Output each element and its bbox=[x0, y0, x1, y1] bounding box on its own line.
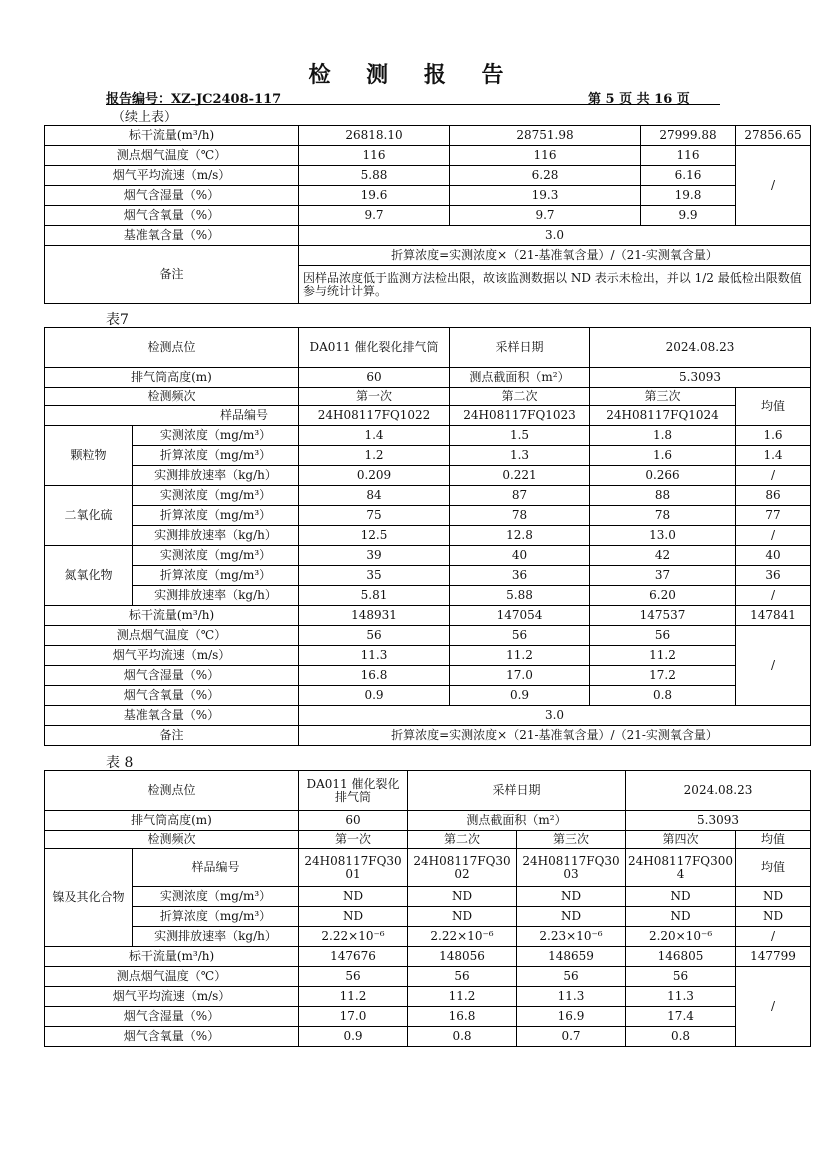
row-label: 排气筒高度(m) bbox=[45, 368, 299, 388]
table-6-continued bbox=[44, 125, 811, 304]
average-cell: 77 bbox=[736, 506, 811, 526]
row-label: 烟气平均流速（m/s） bbox=[45, 646, 299, 666]
row-label: 烟气含氧量（%） bbox=[45, 206, 299, 226]
value-cell: 1.4 bbox=[299, 426, 450, 446]
row-label: 采样日期 bbox=[408, 771, 626, 811]
column-header: 第一次 bbox=[299, 388, 450, 406]
average-cell: 1.4 bbox=[736, 446, 811, 466]
table-row bbox=[45, 606, 811, 626]
value-cell: 2024.08.23 bbox=[590, 328, 811, 368]
value-cell: 1.3 bbox=[450, 446, 590, 466]
value-cell: 78 bbox=[590, 506, 736, 526]
remark-label: 备注 bbox=[45, 246, 299, 304]
remark-text: 因样品浓度低于监测方法检出限，故该监测数据以 ND 表示未检出，并以 1/2 最低检出限数值参与统计计算。 bbox=[299, 266, 811, 304]
table-row bbox=[45, 849, 811, 887]
remark-label: 备注 bbox=[45, 726, 299, 746]
table-row bbox=[45, 328, 811, 368]
row-label: 测点截面积（m²） bbox=[450, 368, 590, 388]
table-row bbox=[45, 1027, 811, 1047]
value-cell: 9.9 bbox=[641, 206, 736, 226]
table-7 bbox=[44, 327, 811, 746]
column-header: 均值 bbox=[736, 849, 811, 887]
table-row bbox=[45, 406, 811, 426]
value-cell: 1.8 bbox=[590, 426, 736, 446]
row-label: 实测浓度（mg/m³） bbox=[133, 426, 299, 446]
value-cell: 148931 bbox=[299, 606, 450, 626]
value-cell: 146805 bbox=[626, 947, 736, 967]
row-label: 测点截面积（m²） bbox=[408, 811, 626, 831]
value-cell: 0.209 bbox=[299, 466, 450, 486]
value-cell: 17.0 bbox=[299, 1007, 408, 1027]
row-label: 折算浓度（mg/m³） bbox=[133, 907, 299, 927]
average-cell: / bbox=[736, 586, 811, 606]
value-cell: 6.16 bbox=[641, 166, 736, 186]
value-cell: 84 bbox=[299, 486, 450, 506]
row-label: 采样日期 bbox=[450, 328, 590, 368]
table-row bbox=[45, 466, 811, 486]
table-row bbox=[45, 646, 811, 666]
column-header: 第三次 bbox=[517, 831, 626, 849]
value-cell: 2.22×10⁻⁶ bbox=[299, 927, 408, 947]
value-cell: 116 bbox=[450, 146, 641, 166]
row-label: 折算浓度（mg/m³） bbox=[133, 566, 299, 586]
group-label: 颗粒物 bbox=[45, 426, 133, 486]
value-cell: 0.221 bbox=[450, 466, 590, 486]
group-label: 氮氧化物 bbox=[45, 546, 133, 606]
table-row bbox=[45, 811, 811, 831]
value-cell: 5.81 bbox=[299, 586, 450, 606]
table-row bbox=[45, 146, 811, 166]
average-cell: 36 bbox=[736, 566, 811, 586]
table-row bbox=[45, 771, 811, 811]
value-cell: 24H08117FQ3002 bbox=[408, 849, 517, 887]
row-label: 烟气平均流速（m/s） bbox=[45, 987, 299, 1007]
column-header: 第三次 bbox=[590, 388, 736, 406]
page-number: 第 5 页 共 16 页 bbox=[588, 92, 690, 107]
report-number: 报告编号：XZ-JC2408-117 bbox=[106, 92, 282, 107]
column-header: 第二次 bbox=[408, 831, 517, 849]
table-row bbox=[45, 226, 811, 246]
value-cell: 35 bbox=[299, 566, 450, 586]
value-cell: 11.2 bbox=[590, 646, 736, 666]
value-cell: 3.0 bbox=[299, 706, 811, 726]
value-cell: 3.0 bbox=[299, 226, 811, 246]
value-cell: 26818.10 bbox=[299, 126, 450, 146]
value-cell: 1.5 bbox=[450, 426, 590, 446]
value-cell: 148659 bbox=[517, 947, 626, 967]
value-cell: ND bbox=[626, 887, 736, 907]
value-cell: 2.22×10⁻⁶ bbox=[408, 927, 517, 947]
table-row bbox=[45, 546, 811, 566]
value-cell: 11.3 bbox=[299, 646, 450, 666]
value-cell: 40 bbox=[450, 546, 590, 566]
table-row bbox=[45, 126, 811, 146]
row-label: 基准氧含量（%） bbox=[45, 226, 299, 246]
value-cell: ND bbox=[517, 887, 626, 907]
table-8 bbox=[44, 770, 811, 1047]
value-cell: 17.2 bbox=[590, 666, 736, 686]
row-label: 实测浓度（mg/m³） bbox=[133, 546, 299, 566]
average-cell: / bbox=[736, 967, 811, 1047]
table-row bbox=[45, 246, 811, 266]
value-cell: 78 bbox=[450, 506, 590, 526]
row-label: 实测排放速率（kg/h） bbox=[133, 586, 299, 606]
row-label: 烟气含湿量（%） bbox=[45, 186, 299, 206]
table-row bbox=[45, 368, 811, 388]
average-cell: / bbox=[736, 466, 811, 486]
value-cell: 0.266 bbox=[590, 466, 736, 486]
row-label: 实测排放速率（kg/h） bbox=[133, 466, 299, 486]
value-cell: 6.20 bbox=[590, 586, 736, 606]
row-label: 折算浓度（mg/m³） bbox=[133, 446, 299, 466]
value-cell: 0.9 bbox=[299, 1027, 408, 1047]
value-cell: ND bbox=[299, 887, 408, 907]
value-cell: 11.2 bbox=[450, 646, 590, 666]
row-label: 实测浓度（mg/m³） bbox=[133, 486, 299, 506]
table-row bbox=[45, 186, 811, 206]
value-cell: 88 bbox=[590, 486, 736, 506]
group-label: 二氧化硫 bbox=[45, 486, 133, 546]
value-cell: 12.5 bbox=[299, 526, 450, 546]
value-cell: ND bbox=[626, 907, 736, 927]
average-cell: 27856.65 bbox=[736, 126, 811, 146]
row-label: 检测频次 bbox=[45, 388, 299, 406]
value-cell: 2.20×10⁻⁶ bbox=[626, 927, 736, 947]
value-cell: 13.0 bbox=[590, 526, 736, 546]
row-label: 实测浓度（mg/m³） bbox=[133, 887, 299, 907]
value-cell: 24H08117FQ3001 bbox=[299, 849, 408, 887]
value-cell: ND bbox=[408, 887, 517, 907]
column-header: 第四次 bbox=[626, 831, 736, 849]
value-cell: ND bbox=[408, 907, 517, 927]
value-cell: 9.7 bbox=[450, 206, 641, 226]
value-cell: 12.8 bbox=[450, 526, 590, 546]
value-cell: 5.3093 bbox=[590, 368, 811, 388]
table-row bbox=[45, 446, 811, 466]
value-cell: 56 bbox=[408, 967, 517, 987]
average-cell: ND bbox=[736, 887, 811, 907]
table-row bbox=[45, 166, 811, 186]
column-header: 第二次 bbox=[450, 388, 590, 406]
row-label: 检测点位 bbox=[45, 771, 299, 811]
value-cell: 24H08117FQ1022 bbox=[299, 406, 450, 426]
group-label: 镍及其化合物 bbox=[45, 849, 133, 947]
row-label: 测点烟气温度（℃） bbox=[45, 626, 299, 646]
value-cell: 24H08117FQ3003 bbox=[517, 849, 626, 887]
table-row bbox=[45, 967, 811, 987]
value-cell: 56 bbox=[590, 626, 736, 646]
table-row bbox=[45, 388, 811, 406]
value-cell: 2.23×10⁻⁶ bbox=[517, 927, 626, 947]
value-cell: 0.8 bbox=[408, 1027, 517, 1047]
row-label: 折算浓度（mg/m³） bbox=[133, 506, 299, 526]
table-8-label: 表 8 bbox=[106, 755, 134, 771]
value-cell: ND bbox=[299, 907, 408, 927]
value-cell: 1.6 bbox=[590, 446, 736, 466]
value-cell: 37 bbox=[590, 566, 736, 586]
table-row bbox=[45, 726, 811, 746]
value-cell: 19.8 bbox=[641, 186, 736, 206]
row-label: 基准氧含量（%） bbox=[45, 706, 299, 726]
value-cell: 0.8 bbox=[590, 686, 736, 706]
table-7-label: 表7 bbox=[106, 312, 129, 328]
value-cell: DA011 催化裂化排气筒 bbox=[299, 771, 408, 811]
row-label: 检测点位 bbox=[45, 328, 299, 368]
value-cell: 60 bbox=[299, 368, 450, 388]
value-cell: 16.8 bbox=[299, 666, 450, 686]
value-cell: 147537 bbox=[590, 606, 736, 626]
row-label: 样品编号 bbox=[133, 849, 299, 887]
table-row bbox=[45, 686, 811, 706]
header-divider bbox=[106, 104, 720, 105]
row-label: 测点烟气温度（℃） bbox=[45, 146, 299, 166]
table-row bbox=[45, 586, 811, 606]
remark-text: 折算浓度=实测浓度×（21-基准氧含量）/（21-实测氧含量） bbox=[299, 246, 811, 266]
table-row bbox=[45, 486, 811, 506]
value-cell: 17.0 bbox=[450, 666, 590, 686]
value-cell: 19.3 bbox=[450, 186, 641, 206]
average-cell: 147799 bbox=[736, 947, 811, 967]
value-cell: 39 bbox=[299, 546, 450, 566]
value-cell: 0.8 bbox=[626, 1027, 736, 1047]
table-row bbox=[45, 1007, 811, 1027]
table-row bbox=[45, 206, 811, 226]
value-cell: 16.9 bbox=[517, 1007, 626, 1027]
table-row bbox=[45, 666, 811, 686]
row-label: 烟气含氧量（%） bbox=[45, 1027, 299, 1047]
average-cell: 40 bbox=[736, 546, 811, 566]
average-cell: / bbox=[736, 526, 811, 546]
table-row bbox=[45, 907, 811, 927]
value-cell: 27999.88 bbox=[641, 126, 736, 146]
average-cell: / bbox=[736, 146, 811, 226]
row-label: 排气筒高度(m) bbox=[45, 811, 299, 831]
value-cell: 0.7 bbox=[517, 1027, 626, 1047]
row-label: 测点烟气温度（℃） bbox=[45, 967, 299, 987]
value-cell: 11.3 bbox=[626, 987, 736, 1007]
table-row bbox=[45, 831, 811, 849]
page-title: 检 测 报 告 bbox=[308, 62, 518, 88]
value-cell: 148056 bbox=[408, 947, 517, 967]
row-label: 实测排放速率（kg/h） bbox=[133, 526, 299, 546]
column-header: 第一次 bbox=[299, 831, 408, 849]
value-cell: 1.2 bbox=[299, 446, 450, 466]
row-label: 烟气含湿量（%） bbox=[45, 1007, 299, 1027]
value-cell: 75 bbox=[299, 506, 450, 526]
column-header: 均值 bbox=[736, 388, 811, 426]
value-cell: 5.88 bbox=[299, 166, 450, 186]
remark-text: 折算浓度=实测浓度×（21-基准氧含量）/（21-实测氧含量） bbox=[299, 726, 811, 746]
value-cell: 5.88 bbox=[450, 586, 590, 606]
table-row bbox=[45, 887, 811, 907]
value-cell: 147054 bbox=[450, 606, 590, 626]
average-cell: / bbox=[736, 927, 811, 947]
value-cell: 11.2 bbox=[299, 987, 408, 1007]
value-cell: 17.4 bbox=[626, 1007, 736, 1027]
table-row bbox=[45, 506, 811, 526]
value-cell: 28751.98 bbox=[450, 126, 641, 146]
row-label: 样品编号 bbox=[45, 406, 299, 426]
value-cell: 56 bbox=[299, 967, 408, 987]
row-label: 烟气平均流速（m/s） bbox=[45, 166, 299, 186]
table-row bbox=[45, 626, 811, 646]
value-cell: DA011 催化裂化排气筒 bbox=[299, 328, 450, 368]
value-cell: 16.8 bbox=[408, 1007, 517, 1027]
value-cell: 36 bbox=[450, 566, 590, 586]
value-cell: 24H08117FQ1023 bbox=[450, 406, 590, 426]
value-cell: 42 bbox=[590, 546, 736, 566]
value-cell: 147676 bbox=[299, 947, 408, 967]
row-label: 标干流量(m³/h) bbox=[45, 126, 299, 146]
table-row bbox=[45, 566, 811, 586]
table-row bbox=[45, 947, 811, 967]
value-cell: 11.3 bbox=[517, 987, 626, 1007]
average-cell: 86 bbox=[736, 486, 811, 506]
value-cell: 19.6 bbox=[299, 186, 450, 206]
average-cell: / bbox=[736, 626, 811, 706]
value-cell: 5.3093 bbox=[626, 811, 811, 831]
value-cell: 56 bbox=[517, 967, 626, 987]
table-row bbox=[45, 426, 811, 446]
value-cell: 24H08117FQ3004 bbox=[626, 849, 736, 887]
average-cell: 147841 bbox=[736, 606, 811, 626]
value-cell: 56 bbox=[299, 626, 450, 646]
value-cell: 0.9 bbox=[450, 686, 590, 706]
value-cell: 87 bbox=[450, 486, 590, 506]
row-label: 检测频次 bbox=[45, 831, 299, 849]
value-cell: 11.2 bbox=[408, 987, 517, 1007]
column-header: 均值 bbox=[736, 831, 811, 849]
table-row bbox=[45, 706, 811, 726]
value-cell: 56 bbox=[626, 967, 736, 987]
average-cell: 1.6 bbox=[736, 426, 811, 446]
table-row bbox=[45, 987, 811, 1007]
value-cell: 116 bbox=[299, 146, 450, 166]
row-label: 标干流量(m³/h) bbox=[45, 947, 299, 967]
value-cell: 60 bbox=[299, 811, 408, 831]
continued-label: （续上表） bbox=[112, 110, 178, 125]
row-label: 标干流量(m³/h) bbox=[45, 606, 299, 626]
value-cell: 24H08117FQ1024 bbox=[590, 406, 736, 426]
value-cell: 0.9 bbox=[299, 686, 450, 706]
value-cell: 2024.08.23 bbox=[626, 771, 811, 811]
value-cell: 56 bbox=[450, 626, 590, 646]
average-cell: ND bbox=[736, 907, 811, 927]
value-cell: 116 bbox=[641, 146, 736, 166]
value-cell: 9.7 bbox=[299, 206, 450, 226]
table-row bbox=[45, 927, 811, 947]
value-cell: ND bbox=[517, 907, 626, 927]
table-row bbox=[45, 526, 811, 546]
row-label: 烟气含湿量（%） bbox=[45, 666, 299, 686]
row-label: 实测排放速率（kg/h） bbox=[133, 927, 299, 947]
row-label: 烟气含氧量（%） bbox=[45, 686, 299, 706]
value-cell: 6.28 bbox=[450, 166, 641, 186]
